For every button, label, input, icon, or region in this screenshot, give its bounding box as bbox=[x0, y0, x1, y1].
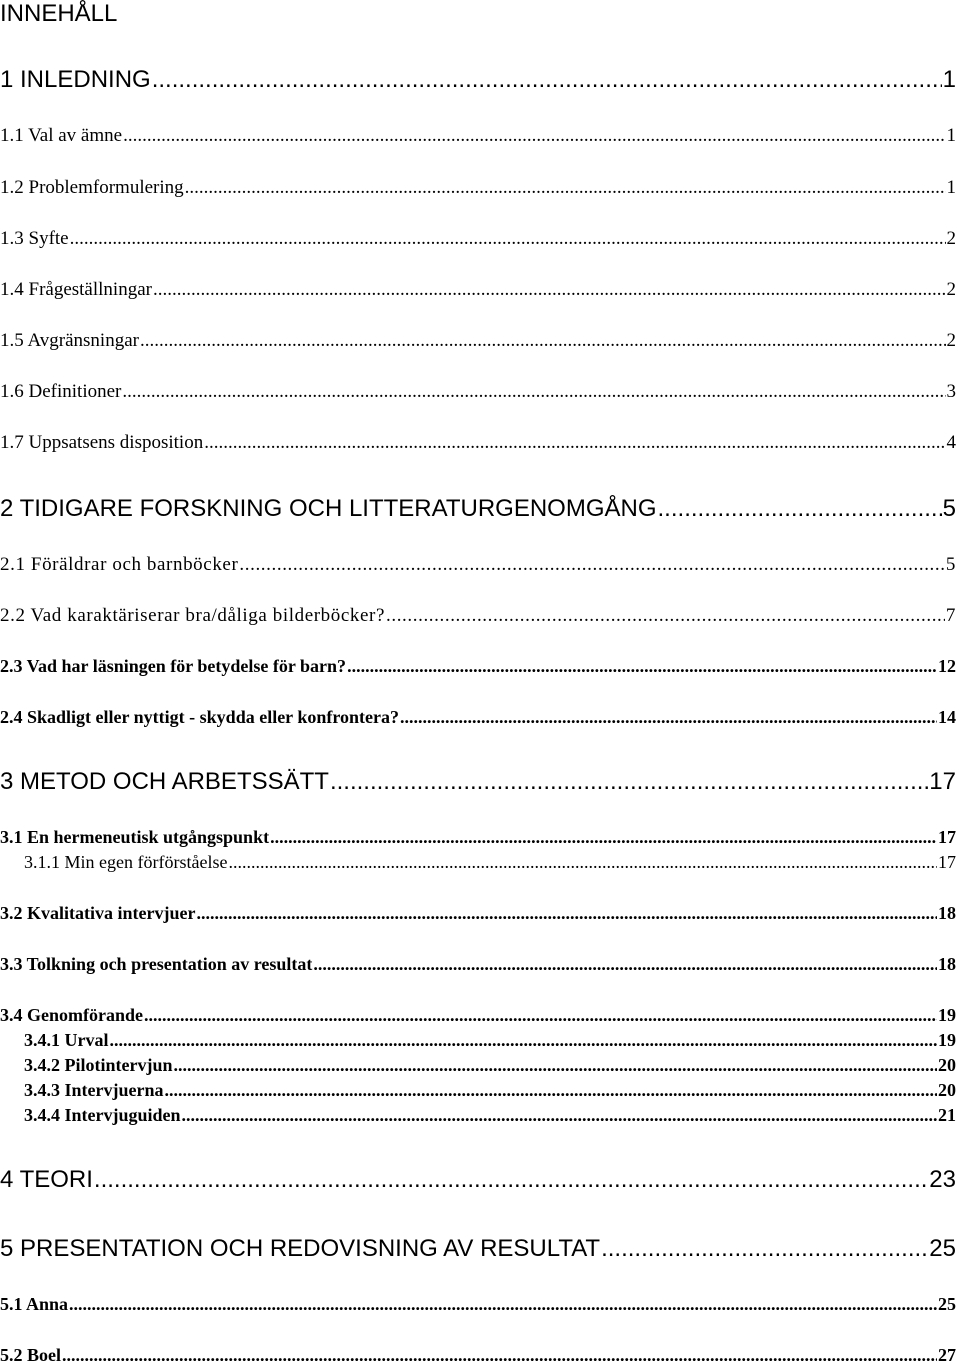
toc-entry-label: 3.1 En hermeneutisk utgångspunkt bbox=[0, 827, 270, 847]
toc-entry-page-number: 25 bbox=[929, 1235, 956, 1262]
toc-entry-label: 2 TIDIGARE FORSKNING OCH LITTERATURGENOMGÅNG bbox=[0, 495, 657, 522]
toc-entry-label: 3.2 Kvalitativa intervjuer bbox=[0, 903, 196, 923]
toc-entry bbox=[0, 852, 956, 873]
toc-leader-dots bbox=[164, 1080, 937, 1101]
toc-entry bbox=[0, 954, 956, 975]
toc-entry-page-number: 14 bbox=[938, 707, 956, 727]
toc-entry bbox=[0, 554, 956, 576]
toc-entry bbox=[0, 707, 956, 728]
toc-leader-dots bbox=[122, 381, 945, 403]
toc-entry-label: 3.4.3 Intervjuerna bbox=[24, 1080, 164, 1100]
toc-entry-page-number: 1 bbox=[946, 125, 956, 146]
toc-entry bbox=[0, 279, 956, 301]
toc-leader-dots bbox=[228, 852, 937, 873]
toc-leader-dots bbox=[182, 1105, 937, 1126]
toc-entry-page-number: 1 bbox=[942, 66, 956, 93]
toc-leader-dots bbox=[658, 495, 942, 523]
toc-entry-label: 3.3 Tolkning och presentation av resultat bbox=[0, 954, 313, 974]
toc-entry-page-number: 19 bbox=[938, 1005, 956, 1025]
toc-entry-label: 5.1 Anna bbox=[0, 1294, 69, 1314]
toc-leader-dots bbox=[204, 432, 945, 454]
toc-entry-page-number: 17 bbox=[938, 827, 956, 847]
toc-leader-dots bbox=[386, 605, 945, 627]
toc-entry-label: 5.2 Boel bbox=[0, 1345, 61, 1365]
toc-entry bbox=[0, 1294, 956, 1315]
toc-entry bbox=[0, 330, 956, 352]
toc-entry bbox=[0, 903, 956, 924]
toc-leader-dots bbox=[270, 827, 937, 848]
toc-entry-label: 1.1 Val av ämne bbox=[0, 125, 123, 146]
toc-entry-page-number: 7 bbox=[945, 605, 956, 626]
toc-entry-page-number: 20 bbox=[938, 1080, 956, 1100]
toc-entry-page-number: 5 bbox=[945, 554, 956, 575]
toc-leader-dots bbox=[601, 1235, 928, 1263]
page-title bbox=[0, 0, 960, 28]
toc-entry bbox=[0, 228, 956, 250]
toc-entry-page-number: 4 bbox=[946, 432, 956, 453]
toc-entry-label: 3.4.1 Urval bbox=[24, 1030, 109, 1050]
toc-leader-dots bbox=[347, 656, 937, 677]
toc-entry-label: 2.3 Vad har läsningen för betydelse för barn? bbox=[0, 656, 347, 676]
toc-entry-label: 1.2 Problemformulering bbox=[0, 177, 184, 198]
toc-entry-page-number: 21 bbox=[938, 1105, 956, 1125]
toc-entry bbox=[0, 768, 956, 796]
toc-leader-dots bbox=[70, 228, 946, 250]
toc-entry bbox=[0, 1055, 956, 1076]
toc-entry-label: 5 PRESENTATION OCH REDOVISNING AV RESULTAT bbox=[0, 1235, 601, 1262]
toc-entry-label: 3.4.2 Pilotintervjun bbox=[24, 1055, 173, 1075]
toc-entry bbox=[0, 432, 956, 454]
toc-entry-label: 3.4.4 Intervjuguiden bbox=[24, 1105, 181, 1125]
toc-entry-label: 1.6 Definitioner bbox=[0, 381, 122, 402]
toc-entry bbox=[0, 125, 956, 147]
toc-leader-dots bbox=[330, 768, 928, 796]
toc-leader-dots bbox=[153, 279, 946, 301]
toc-entry bbox=[0, 656, 956, 677]
toc-entry-label: 1.7 Uppsatsens disposition bbox=[0, 432, 204, 453]
toc-entry-page-number: 3 bbox=[946, 381, 956, 402]
toc-entry-page-number: 2 bbox=[946, 228, 956, 249]
toc-leader-dots bbox=[140, 330, 946, 352]
toc-entry-page-number: 17 bbox=[929, 768, 956, 795]
toc-leader-dots bbox=[69, 1294, 937, 1315]
toc-leader-dots bbox=[123, 125, 945, 147]
toc-entry bbox=[0, 1030, 956, 1051]
toc-leader-dots bbox=[174, 1055, 938, 1076]
toc-leader-dots bbox=[62, 1345, 937, 1366]
toc-entry-page-number: 17 bbox=[938, 852, 956, 872]
toc-entry-label: 1 INLEDNING bbox=[0, 66, 151, 93]
toc-leader-dots bbox=[185, 177, 946, 199]
toc-entry-label: 1.4 Frågeställningar bbox=[0, 279, 152, 300]
toc-entry-label: 1.5 Avgränsningar bbox=[0, 330, 139, 351]
toc-entry bbox=[0, 827, 956, 848]
toc-entry-page-number: 2 bbox=[946, 330, 956, 351]
toc-entry bbox=[0, 1166, 956, 1194]
toc-entry-page-number: 19 bbox=[938, 1030, 956, 1050]
toc-entry-label: 3.4 Genomförande bbox=[0, 1005, 143, 1025]
toc-heading: INNEHÅLL bbox=[0, 0, 118, 27]
toc-entry bbox=[0, 1235, 956, 1263]
toc-entry-label: 4 TEORI bbox=[0, 1166, 93, 1193]
toc-leader-dots bbox=[313, 954, 937, 975]
toc-entry-label: 2.1 Föräldrar och barnböcker bbox=[0, 554, 239, 575]
toc-entry-page-number: 27 bbox=[938, 1345, 956, 1365]
toc-entry-page-number: 25 bbox=[938, 1294, 956, 1314]
toc-entry-label: 2.2 Vad karaktäriserar bra/dåliga bilderböcker? bbox=[0, 605, 385, 626]
toc-entry bbox=[0, 605, 956, 627]
toc-entry-page-number: 5 bbox=[942, 495, 956, 522]
toc-entry bbox=[0, 1005, 956, 1026]
toc-entry bbox=[0, 177, 956, 199]
toc-entry-page-number: 1 bbox=[946, 177, 956, 198]
toc-entry-page-number: 12 bbox=[938, 656, 956, 676]
toc-entry-page-number: 18 bbox=[938, 903, 956, 923]
toc-entry bbox=[0, 66, 956, 94]
toc-entry bbox=[0, 1105, 956, 1126]
toc-leader-dots bbox=[239, 554, 945, 576]
toc-leader-dots bbox=[94, 1166, 928, 1194]
toc-entry-page-number: 23 bbox=[929, 1166, 956, 1193]
toc-entry-label: 1.3 Syfte bbox=[0, 228, 69, 249]
toc-leader-dots bbox=[110, 1030, 938, 1051]
toc-entry-label: 2.4 Skadligt eller nyttigt - skydda eller konfrontera? bbox=[0, 707, 400, 727]
toc-entry-label: 3.1.1 Min egen förförståelse bbox=[24, 852, 228, 872]
toc-entry bbox=[0, 1345, 956, 1366]
toc-leader-dots bbox=[196, 903, 937, 924]
toc-entry-page-number: 18 bbox=[938, 954, 956, 974]
toc-entry bbox=[0, 1080, 956, 1101]
toc-entry-page-number: 20 bbox=[938, 1055, 956, 1075]
toc-leader-dots bbox=[144, 1005, 937, 1026]
toc-entry-label: 3 METOD OCH ARBETSSÄTT bbox=[0, 768, 329, 795]
toc-leader-dots bbox=[152, 66, 942, 94]
toc-entry bbox=[0, 381, 956, 403]
toc-entry bbox=[0, 495, 956, 523]
toc-entry-page-number: 2 bbox=[946, 279, 956, 300]
toc-leader-dots bbox=[400, 707, 937, 728]
